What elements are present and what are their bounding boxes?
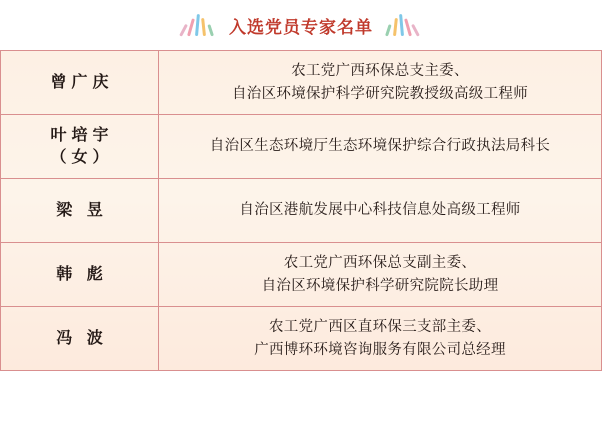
member-role — [159, 115, 602, 179]
member-name — [1, 243, 159, 307]
member-role-line: 自治区港航发展中心科技信息处高级工程师 — [239, 202, 521, 219]
table-row — [1, 51, 602, 115]
member-role-line: 农工党广西环保总支主委、 — [291, 63, 469, 80]
member-role — [159, 179, 602, 243]
table-row — [1, 243, 602, 307]
member-name-line: 冯 波 — [56, 329, 108, 347]
member-name — [1, 51, 159, 115]
member-role-line: 农工党广西区直环保三支部主委、 — [269, 319, 491, 336]
member-role — [159, 243, 602, 307]
sparkle-burst-icon-right — [383, 12, 425, 38]
sparkle-burst-icon-left — [177, 12, 219, 38]
member-name-line: 韩 彪 — [56, 265, 108, 283]
member-role-line: 广西博环环境咨询服务有限公司总经理 — [254, 341, 506, 358]
member-name-line: 曾广庆 — [50, 73, 114, 91]
member-role-line: 自治区生态环境厅生态环境保护综合行政执法局科长 — [209, 138, 551, 155]
member-name-line: （女） — [50, 148, 114, 166]
member-role — [159, 307, 602, 371]
table-row — [1, 307, 602, 371]
table-row — [1, 115, 602, 179]
member-role-line: 农工党广西环保总支副主委、 — [283, 255, 477, 272]
member-name — [1, 307, 159, 371]
member-name-line: 梁 昱 — [56, 201, 108, 219]
document-header — [0, 0, 602, 50]
member-name — [1, 115, 159, 179]
member-role-line: 自治区环境保护科学研究院院长助理 — [261, 277, 499, 294]
table-row — [1, 179, 602, 243]
member-name — [1, 179, 159, 243]
member-role — [159, 51, 602, 115]
member-role-line: 自治区环境保护科学研究院教授级高级工程师 — [232, 85, 528, 102]
page-title: 入选党员专家名单 — [229, 17, 373, 37]
roster-table — [0, 50, 602, 371]
roster-table-container — [0, 50, 602, 436]
member-name-line: 叶培宇 — [50, 126, 114, 144]
